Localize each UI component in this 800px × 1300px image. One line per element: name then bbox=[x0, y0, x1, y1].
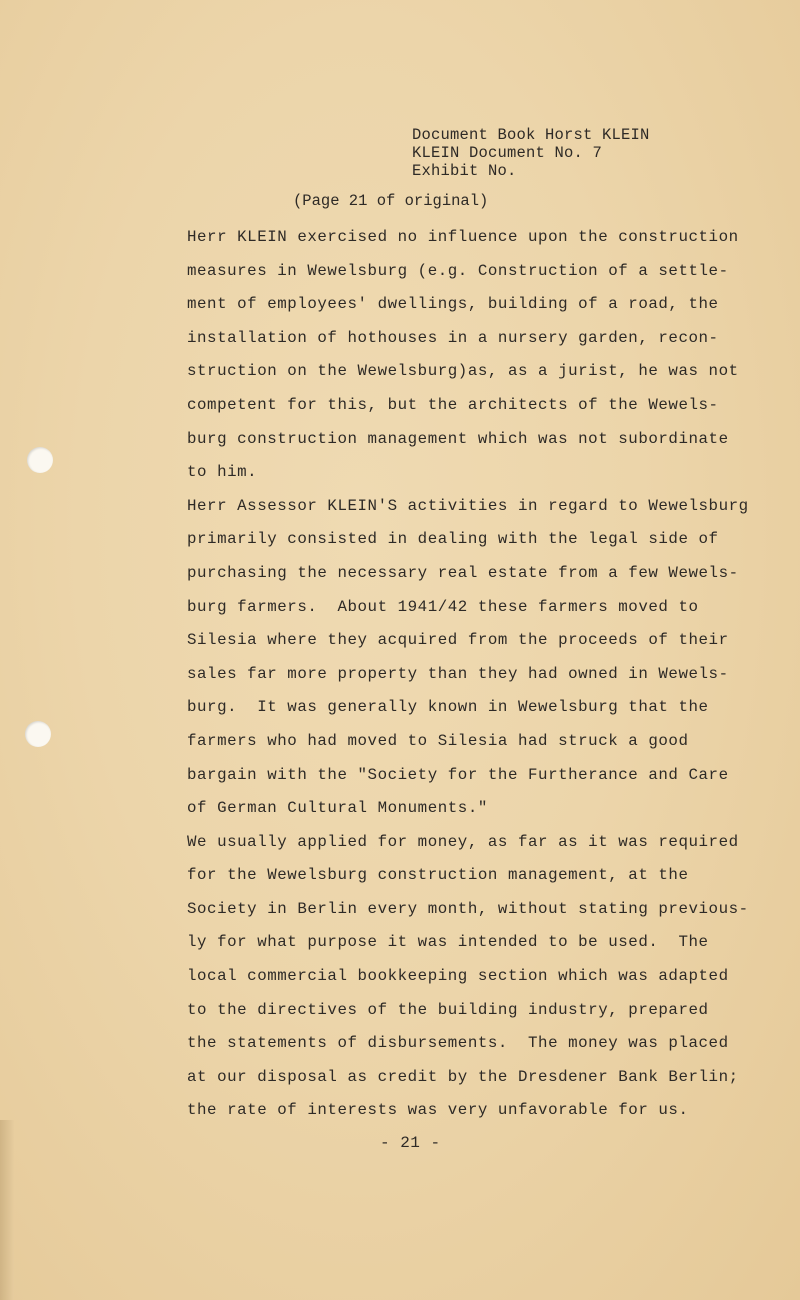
body-line: primarily consisted in dealing with the legal side of bbox=[187, 530, 719, 549]
body-line: Herr KLEIN exercised no influence upon the construction bbox=[187, 228, 739, 246]
body-line: burg construction management which was not subordinate bbox=[187, 429, 729, 448]
document-book-line: Document Book Horst KLEIN bbox=[412, 126, 650, 144]
body-line: bargain with the "Society for the Furtherance and Care bbox=[187, 765, 729, 784]
exhibit-line: Exhibit No. bbox=[412, 162, 517, 180]
body-line: for the Wewelsburg construction management, at the bbox=[187, 866, 689, 885]
page-edge-shadow bbox=[0, 1120, 14, 1300]
body-line: burg farmers. About 1941/42 these farmers moved to bbox=[187, 597, 699, 616]
body-line: ly for what purpose it was intended to be used. The bbox=[187, 933, 709, 952]
body-line: Silesia where they acquired from the proceeds of their bbox=[187, 631, 729, 650]
body-line: We usually applied for money, as far as it was required bbox=[187, 832, 739, 851]
body-line: struction on the Wewelsburg)as, as a jurist, he was not bbox=[187, 362, 739, 381]
body-line: burg. It was generally known in Wewelsburg that the bbox=[187, 698, 709, 717]
body-line: farmers who had moved to Silesia had struck a good bbox=[187, 731, 689, 750]
body-line: ment of employees' dwellings, building of a road, the bbox=[187, 295, 719, 314]
page-number: - 21 - bbox=[380, 1134, 441, 1152]
punch-hole-lower bbox=[25, 721, 51, 747]
body-line: competent for this, but the architects of the Wewels- bbox=[187, 395, 719, 414]
body-line: the statements of disbursements. The money was placed bbox=[187, 1034, 729, 1053]
body-line: installation of hothouses in a nursery garden, recon- bbox=[187, 328, 719, 347]
body-line: measures in Wewelsburg (e.g. Construction of a settle- bbox=[187, 261, 729, 280]
body-line: Herr Assessor KLEIN'S activities in regard to Wewelsburg bbox=[187, 496, 749, 515]
body-line: purchasing the necessary real estate from a few Wewels- bbox=[187, 563, 739, 582]
body-line: Society in Berlin every month, without stating previous- bbox=[187, 899, 749, 918]
punch-hole-upper bbox=[27, 447, 53, 473]
body-line: at our disposal as credit by the Dresdener Bank Berlin; bbox=[187, 1067, 739, 1086]
body-line: of German Cultural Monuments." bbox=[187, 799, 488, 818]
document-number-line: KLEIN Document No. 7 bbox=[412, 144, 603, 162]
body-line: the rate of interests was very unfavorable for us. bbox=[187, 1101, 689, 1120]
page-reference: (Page 21 of original) bbox=[293, 192, 489, 210]
body-line: local commercial bookkeeping section which was adapted bbox=[187, 967, 729, 986]
document-header bbox=[412, 126, 650, 180]
body-line: to the directives of the building industry, prepared bbox=[187, 1000, 709, 1019]
body-text bbox=[187, 224, 757, 1131]
body-line: sales far more property than they had owned in Wewels- bbox=[187, 664, 729, 683]
body-line: to him. bbox=[187, 463, 258, 482]
